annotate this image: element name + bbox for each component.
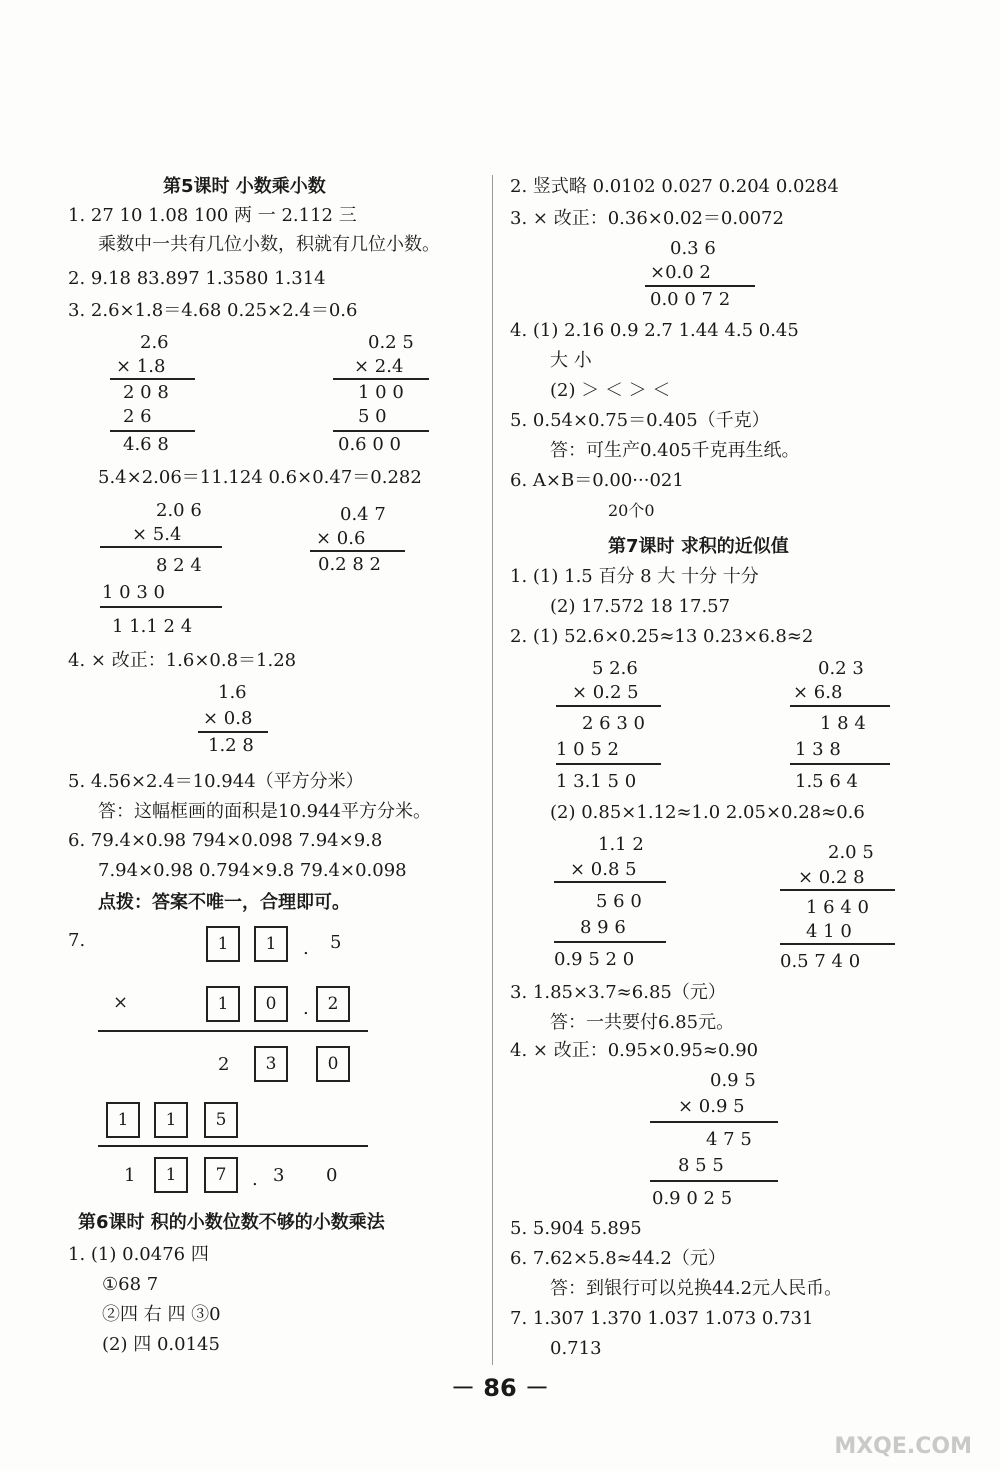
answer-q3: 3. 1.85×3.7≈6.85（元） <box>510 982 726 1003</box>
calc-line: 2 0 8 <box>123 382 169 403</box>
digit-box: 1 <box>254 926 288 962</box>
answer-6-1: 1. (1) 0.0476 四 <box>68 1244 209 1265</box>
calc-line: 4 1 0 <box>806 921 852 942</box>
calc-line: × 0.2 5 <box>572 682 639 703</box>
calc-rule <box>780 889 895 891</box>
calc-line: 4.6 8 <box>123 434 169 455</box>
decimal-point: . <box>303 938 309 959</box>
calc-rule <box>100 606 222 608</box>
calc-line: 0.9 0 2 5 <box>652 1188 733 1209</box>
calc-line: 2 6 <box>123 406 152 427</box>
calc-line: × 6.8 <box>793 682 843 703</box>
calc-line: 1 3 8 <box>795 739 841 760</box>
digit-box: 1 <box>154 1157 188 1193</box>
calc-line: × 0.8 <box>203 708 253 729</box>
digit: 5 <box>330 932 342 953</box>
calc-line: 0.2 5 <box>368 332 414 353</box>
digit-box: 0 <box>254 986 288 1022</box>
digit-box: 1 <box>206 986 240 1022</box>
calc-line: × 1.8 <box>116 356 166 377</box>
answer-q4: 4. × 改正：0.95×0.95≈0.90 <box>510 1040 759 1061</box>
calc-rule <box>100 546 222 548</box>
hint-note: 点拨：答案不唯一，合理即可。 <box>98 892 350 913</box>
calc-line: 1 8 4 <box>820 713 866 734</box>
calc-line: 1.1 2 <box>598 834 644 855</box>
lesson6-title: 第6课时 积的小数位数不够的小数乘法 <box>78 1212 385 1233</box>
calc-line: 0.2 3 <box>818 658 864 679</box>
calc-line: 0.0 0 7 2 <box>650 289 731 310</box>
calc-line: 2 6 3 0 <box>582 713 645 734</box>
answer-2: 2. 9.18 83.897 1.3580 1.314 <box>68 268 326 289</box>
digit: 3 <box>273 1165 285 1186</box>
digit: 0 <box>326 1165 338 1186</box>
calc-line: 1.2 8 <box>208 735 254 756</box>
digit-box: 7 <box>204 1157 238 1193</box>
calc-rule <box>554 941 666 943</box>
calc-line: 1.6 <box>218 682 247 703</box>
answer-r6: 6. A×B＝0.00···021 <box>510 470 684 491</box>
calc-line: 8 5 5 <box>678 1155 724 1176</box>
calc-line: 2.0 5 <box>828 842 874 863</box>
answer-r4: 4. (1) 2.16 0.9 2.7 1.44 4.5 0.45 <box>510 320 799 341</box>
answer-q7b: 0.713 <box>550 1338 602 1359</box>
answer-q5: 5. 5.904 5.895 <box>510 1218 642 1239</box>
calc-line: 0.2 8 2 <box>318 554 381 575</box>
answer-4: 4. × 改正：1.6×0.8＝1.28 <box>68 650 297 671</box>
answer-1b: 乘数中一共有几位小数，积就有几位小数。 <box>98 234 440 255</box>
answer-7: 7. <box>68 930 86 951</box>
answer-r3: 3. × 改正：0.36×0.02＝0.0072 <box>510 208 784 229</box>
calc-rule <box>780 943 895 945</box>
answer-q6: 6. 7.62×5.8≈44.2（元） <box>510 1248 726 1269</box>
digit-box: 3 <box>254 1046 288 1082</box>
calc-line: 1 0 3 0 <box>102 582 165 603</box>
calc-rule <box>98 1145 368 1147</box>
calc-line: 0.3 6 <box>670 238 716 259</box>
calc-line: 1 0 0 <box>358 382 404 403</box>
digit-box: 0 <box>316 1046 350 1082</box>
calc-line: 1 0 5 2 <box>556 739 619 760</box>
calc-line: × 0.6 <box>316 528 366 549</box>
answer-1a: 1. 27 10 1.08 100 两 一 2.112 三 <box>68 205 357 226</box>
digit: 2 <box>218 1054 230 1075</box>
digit-box: 1 <box>206 926 240 962</box>
answer-6-1b: ②四 右 四 ③0 <box>102 1304 221 1325</box>
answer-3: 3. 2.6×1.8＝4.68 0.25×2.4＝0.6 <box>68 300 358 321</box>
answer-q2b: (2) 0.85×1.12≈1.0 2.05×0.28≈0.6 <box>550 802 865 823</box>
calc-line: 5 0 <box>358 406 387 427</box>
calc-rule <box>790 763 890 765</box>
answer-q1: 1. (1) 1.5 百分 8 大 十分 十分 <box>510 566 759 587</box>
answer-r2: 2. 竖式略 0.0102 0.027 0.204 0.0284 <box>510 176 839 197</box>
answer-6-1a: ①68 7 <box>102 1274 159 1295</box>
answer-6-1c: (2) 四 0.0145 <box>102 1334 220 1355</box>
calc-line: × 0.9 5 <box>678 1096 745 1117</box>
answer-5b: 答：这幅框画的面积是10.944平方分米。 <box>98 801 431 822</box>
calc-line: 8 2 4 <box>156 555 202 576</box>
page-number: － 86 － <box>450 1374 550 1402</box>
decimal-point: . <box>303 998 309 1019</box>
calc-line: 2.0 6 <box>156 500 202 521</box>
digit-box: 1 <box>154 1102 188 1138</box>
column-divider <box>492 175 493 1365</box>
calc-rule <box>650 1180 778 1182</box>
lesson7-title: 第7课时 求积的近似值 <box>608 536 789 557</box>
calc-line: 1 6 4 0 <box>806 897 869 918</box>
digit-box: 2 <box>316 986 350 1022</box>
digit-box: 1 <box>106 1102 140 1138</box>
calc-line: 0.9 5 2 0 <box>554 949 635 970</box>
calc-line: × 2.4 <box>354 356 404 377</box>
watermark: MXQE.COM <box>834 1434 972 1459</box>
calc-line: ×0.0 2 <box>650 262 711 283</box>
decimal-point: . <box>252 1169 258 1190</box>
calc-line: 1.5 6 4 <box>795 771 858 792</box>
calc-rule <box>98 1030 368 1032</box>
calc-line: 0.5 7 4 0 <box>780 951 861 972</box>
calc-line: 4 7 5 <box>706 1129 752 1150</box>
answer-q1b: (2) 17.572 18 17.57 <box>550 596 731 617</box>
answer-r4c: (2) ＞ ＜ ＞ ＜ <box>550 380 671 401</box>
answer-6: 6. 79.4×0.98 794×0.098 7.94×9.8 <box>68 830 383 851</box>
answer-5: 5. 4.56×2.4＝10.944（平方分米） <box>68 771 364 792</box>
calc-rule <box>556 763 661 765</box>
calc-rule <box>556 705 661 707</box>
calc-rule <box>554 881 666 883</box>
calc-rule <box>790 705 890 707</box>
answer-r4b: 大 小 <box>550 350 592 371</box>
answer-q3b: 答：一共要付6.85元。 <box>550 1012 735 1033</box>
calc-line: 0.9 5 <box>710 1070 756 1091</box>
answer-r5b: 答：可生产0.405千克再生纸。 <box>550 440 800 461</box>
calc-line: 0.6 0 0 <box>338 434 401 455</box>
times-sign: × <box>113 992 129 1013</box>
calc-line: 5 2.6 <box>592 658 638 679</box>
calc-line: 8 9 6 <box>580 917 626 938</box>
answer-r6b: 20个0 <box>608 501 655 520</box>
calc-rule <box>650 1121 778 1123</box>
digit: 1 <box>124 1165 136 1186</box>
lesson5-title: 第5课时 小数乘小数 <box>163 176 326 197</box>
calc-line: 0.4 7 <box>340 504 386 525</box>
answer-q7: 7. 1.307 1.370 1.037 1.073 0.731 <box>510 1308 814 1329</box>
answer-3b: 5.4×2.06＝11.124 0.6×0.47＝0.282 <box>98 467 422 488</box>
answer-q6b: 答：到银行可以兑换44.2元人民币。 <box>550 1278 843 1299</box>
calc-line: 5 6 0 <box>596 891 642 912</box>
calc-line: × 0.8 5 <box>570 859 637 880</box>
calc-line: × 0.2 8 <box>798 867 865 888</box>
calc-line: × 5.4 <box>132 524 182 545</box>
calc-line: 1 1.1 2 4 <box>112 616 193 637</box>
answer-q2: 2. (1) 52.6×0.25≈13 0.23×6.8≈2 <box>510 626 814 647</box>
answer-r5: 5. 0.54×0.75＝0.405（千克） <box>510 410 770 431</box>
digit-box: 5 <box>204 1102 238 1138</box>
calc-line: 2.6 <box>140 332 169 353</box>
answer-6b: 7.94×0.98 0.794×9.8 79.4×0.098 <box>98 860 407 881</box>
calc-line: 1 3.1 5 0 <box>556 771 637 792</box>
